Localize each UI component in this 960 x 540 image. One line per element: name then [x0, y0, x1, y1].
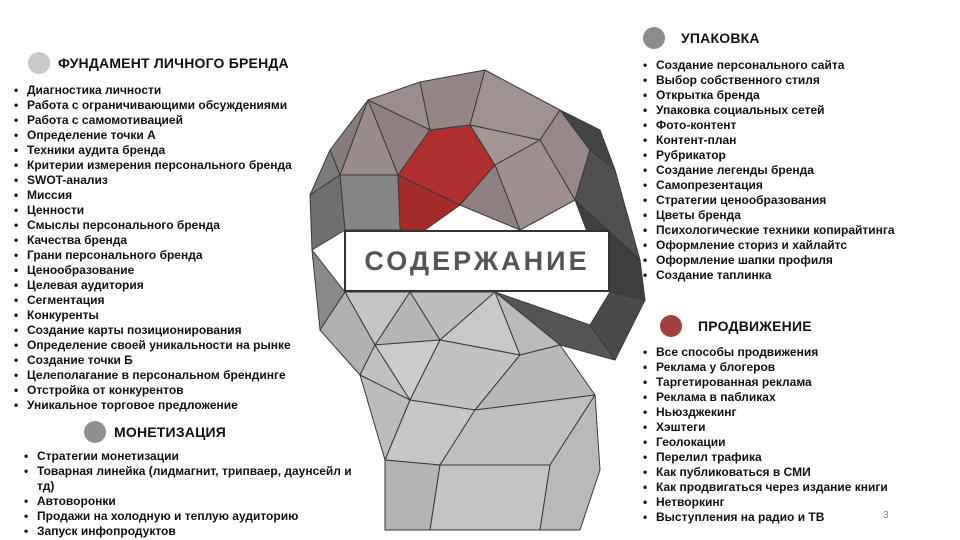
promotion-list-item: • Хэштеги [643, 420, 888, 435]
packaging-dot-icon [643, 27, 665, 49]
packaging-list-item: • Оформление шапки профиля [643, 253, 895, 268]
head-facet-light [430, 465, 550, 530]
packaging-list-item: • Рубрикатор [643, 148, 895, 163]
promotion-list-item: • Перелил трафика [643, 450, 888, 465]
promotion-list-item: • Таргетированная реклама [643, 375, 888, 390]
promotion-list-item: • Как публиковаться в СМИ [643, 465, 888, 480]
foundation-list-item: • Миссия [14, 188, 292, 203]
promotion-list-item: • Реклама у блогеров [643, 360, 888, 375]
foundation-list-item: • Определение точки А [14, 128, 292, 143]
packaging-list-item: • Оформление сториз и хайлайтс [643, 238, 895, 253]
foundation-list [14, 83, 292, 413]
foundation-list-item: • Техники аудита бренда [14, 143, 292, 158]
foundation-title: ФУНДАМЕНТ ЛИЧНОГО БРЕНДА [58, 55, 289, 71]
foundation-list-item: • SWOT-анализ [14, 173, 292, 188]
packaging-list-item: • Упаковка социальных сетей [643, 103, 895, 118]
packaging-list-item: • Создание персонального сайта [643, 58, 895, 73]
foundation-list-item: • Критерии измерения персонального бренда [14, 158, 292, 173]
packaging-list-item: • Цветы бренда [643, 208, 895, 223]
packaging-list-item: • Фото-контент [643, 118, 895, 133]
foundation-list-item: • Конкуренты [14, 308, 292, 323]
packaging-list-item: • Создание легенды бренда [643, 163, 895, 178]
monetization-list-item: • Товарная линейка (лидмагнит, трипваер, даунсейл и тд) [24, 464, 364, 494]
promotion-dot-icon [660, 315, 682, 337]
foundation-list-item: • Целеполагание в персональном брендинге [14, 368, 292, 383]
foundation-list-item: • Качества бренда [14, 233, 292, 248]
monetization-list-item: • Продажи на холодную и теплую аудиторию [24, 509, 364, 524]
packaging-list-item: • Психологические техники копирайтинга [643, 223, 895, 238]
promotion-list-item: • Все способы продвижения [643, 345, 888, 360]
monetization-list [24, 449, 364, 539]
foundation-list-item: • Определение своей уникальности на рынке [14, 338, 292, 353]
center-title: СОДЕРЖАНИЕ [364, 245, 590, 276]
foundation-list-item: • Создание точки Б [14, 353, 292, 368]
foundation-dot-icon [28, 52, 50, 74]
foundation-list-item: • Работа с самомотивацией [14, 113, 292, 128]
page-number: 3 [883, 510, 889, 521]
promotion-list-item: • Реклама в пабликах [643, 390, 888, 405]
promotion-list [643, 345, 888, 525]
foundation-list-item: • Ценности [14, 203, 292, 218]
monetization-dot-icon [84, 421, 106, 443]
packaging-list-item: • Самопрезентация [643, 178, 895, 193]
monetization-list-item: • Автоворонки [24, 494, 364, 509]
promotion-list-item: • Как продвигаться через издание книги [643, 480, 888, 495]
promotion-list-item: • Геолокации [643, 435, 888, 450]
foundation-list-item: • Грани персонального бренда [14, 248, 292, 263]
foundation-list-item: • Уникальное торговое предложение [14, 398, 292, 413]
foundation-list-item: • Целевая аудитория [14, 278, 292, 293]
foundation-list-item: • Сегментация [14, 293, 292, 308]
foundation-list-item: • Создание карты позиционирования [14, 323, 292, 338]
monetization-list-item: • Стратегии монетизации [24, 449, 364, 464]
packaging-list-item: • Открытка бренда [643, 88, 895, 103]
packaging-list-item: • Создание таплинка [643, 268, 895, 283]
packaging-list-item: • Контент-план [643, 133, 895, 148]
promotion-list-item: • Ньюзджекинг [643, 405, 888, 420]
head-facet [340, 175, 400, 230]
foundation-list-item: • Работа с ограничивающими обсуждениями [14, 98, 292, 113]
packaging-list-item: • Выбор собственного стиля [643, 73, 895, 88]
foundation-header [28, 52, 289, 74]
monetization-header [84, 421, 226, 443]
foundation-list-item: • Отстройка от конкурентов [14, 383, 292, 398]
packaging-title: УПАКОВКА [681, 30, 760, 46]
promotion-list-item: • Нетворкинг [643, 495, 888, 510]
foundation-list-item: • Смыслы персонального бренда [14, 218, 292, 233]
center-title-box [344, 230, 610, 292]
packaging-list-item: • Стратегии ценообразования [643, 193, 895, 208]
foundation-list-item: • Ценообразование [14, 263, 292, 278]
monetization-title: МОНЕТИЗАЦИЯ [114, 424, 227, 440]
monetization-list-item: • Запуск инфопродуктов [24, 524, 364, 539]
packaging-list [643, 58, 895, 283]
promotion-header [660, 315, 812, 337]
promotion-list-item: • Выступления на радио и ТВ [643, 510, 888, 525]
packaging-header [643, 27, 760, 49]
promotion-title: ПРОДВИЖЕНИЕ [698, 318, 812, 334]
foundation-list-item: • Диагностика личности [14, 83, 292, 98]
